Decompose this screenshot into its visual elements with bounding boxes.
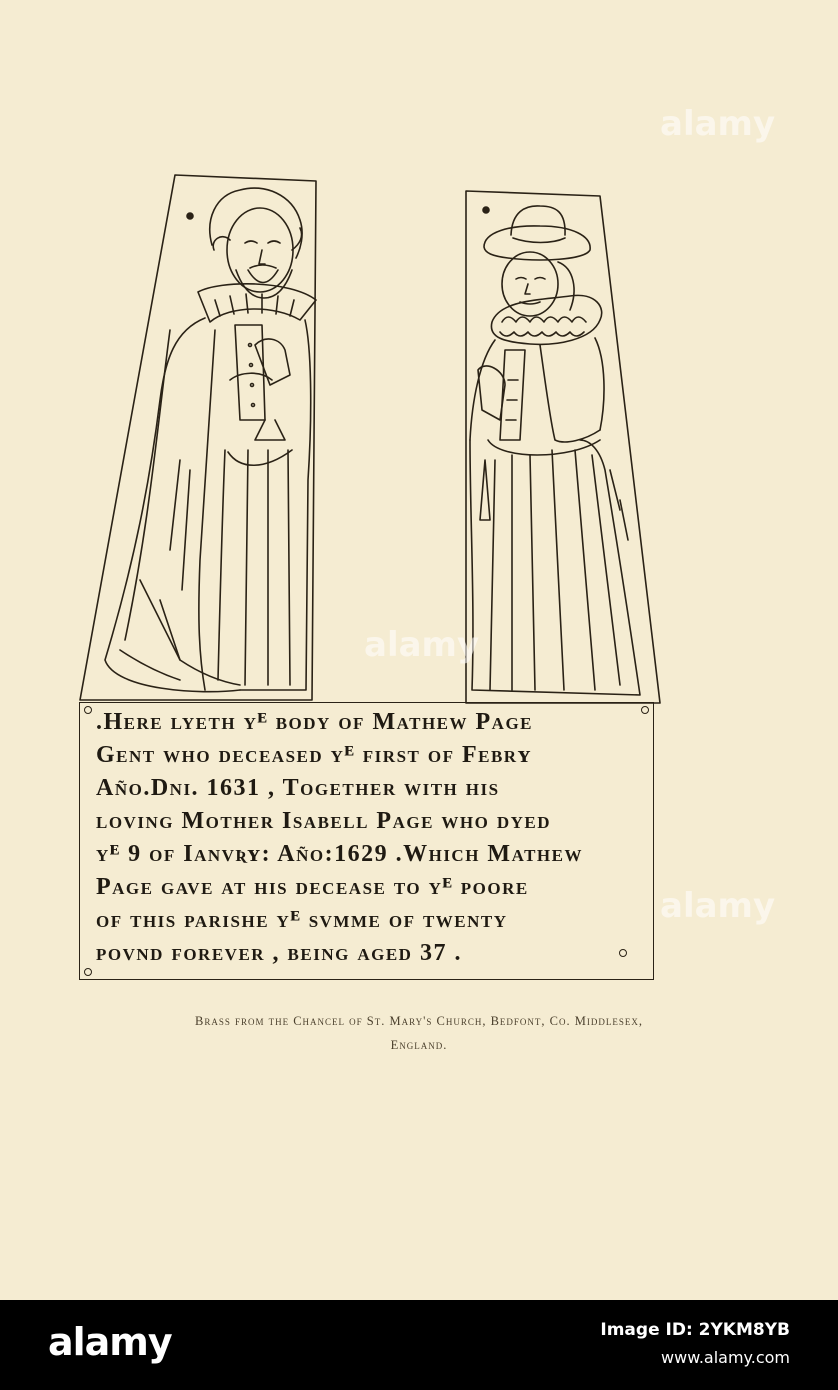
watermark: alamy [660, 104, 776, 144]
footer-meta [600, 1320, 790, 1367]
stock-footer-bar [0, 1300, 838, 1390]
inscription-line: of this parishe yᴱ svmme of twenty [96, 907, 508, 933]
inscription-line: Gent who deceased yᴱ first of Febrʏ [96, 742, 532, 768]
figure-caption-line-2: England. [390, 1038, 448, 1052]
rivet-top-right [641, 706, 649, 714]
watermark: alamy [364, 625, 480, 665]
alamy-logo[interactable]: alamy [48, 1320, 172, 1364]
inscription-line: loving Mother Isabell Page who dyed [96, 808, 552, 834]
inscription-panel [79, 702, 654, 980]
isabell-page-figure-plate [466, 191, 660, 703]
inscription-line: .Here lyeth yᴱ body of Mathew Page [96, 709, 534, 735]
rivet-bottom-left [84, 968, 92, 976]
inscription-line: povnd forever , being aged 37 . [96, 940, 462, 966]
mathew-page-figure-plate [80, 175, 316, 700]
site-link[interactable]: www.alamy.com [661, 1348, 790, 1367]
watermark: alamy [660, 886, 776, 926]
rivet-bottom-right [619, 949, 627, 957]
figure-caption-line-1: Brass from the Chancel of St. Mary's Church, Bedfont, Co. Middlesex, [194, 1014, 644, 1028]
inscription-line: Año.Dni. 1631 , Together with his [96, 775, 500, 801]
rivet-top-left [84, 706, 92, 714]
inscription-line: Page gave at his decease to yᴱ poore [96, 874, 529, 900]
image-id-label: Image ID: 2YKM8YB [600, 1320, 790, 1340]
inscription-line: yᴱ 9 of Ianvʀʏ: Año:1629 .Which Mathew [96, 841, 583, 867]
